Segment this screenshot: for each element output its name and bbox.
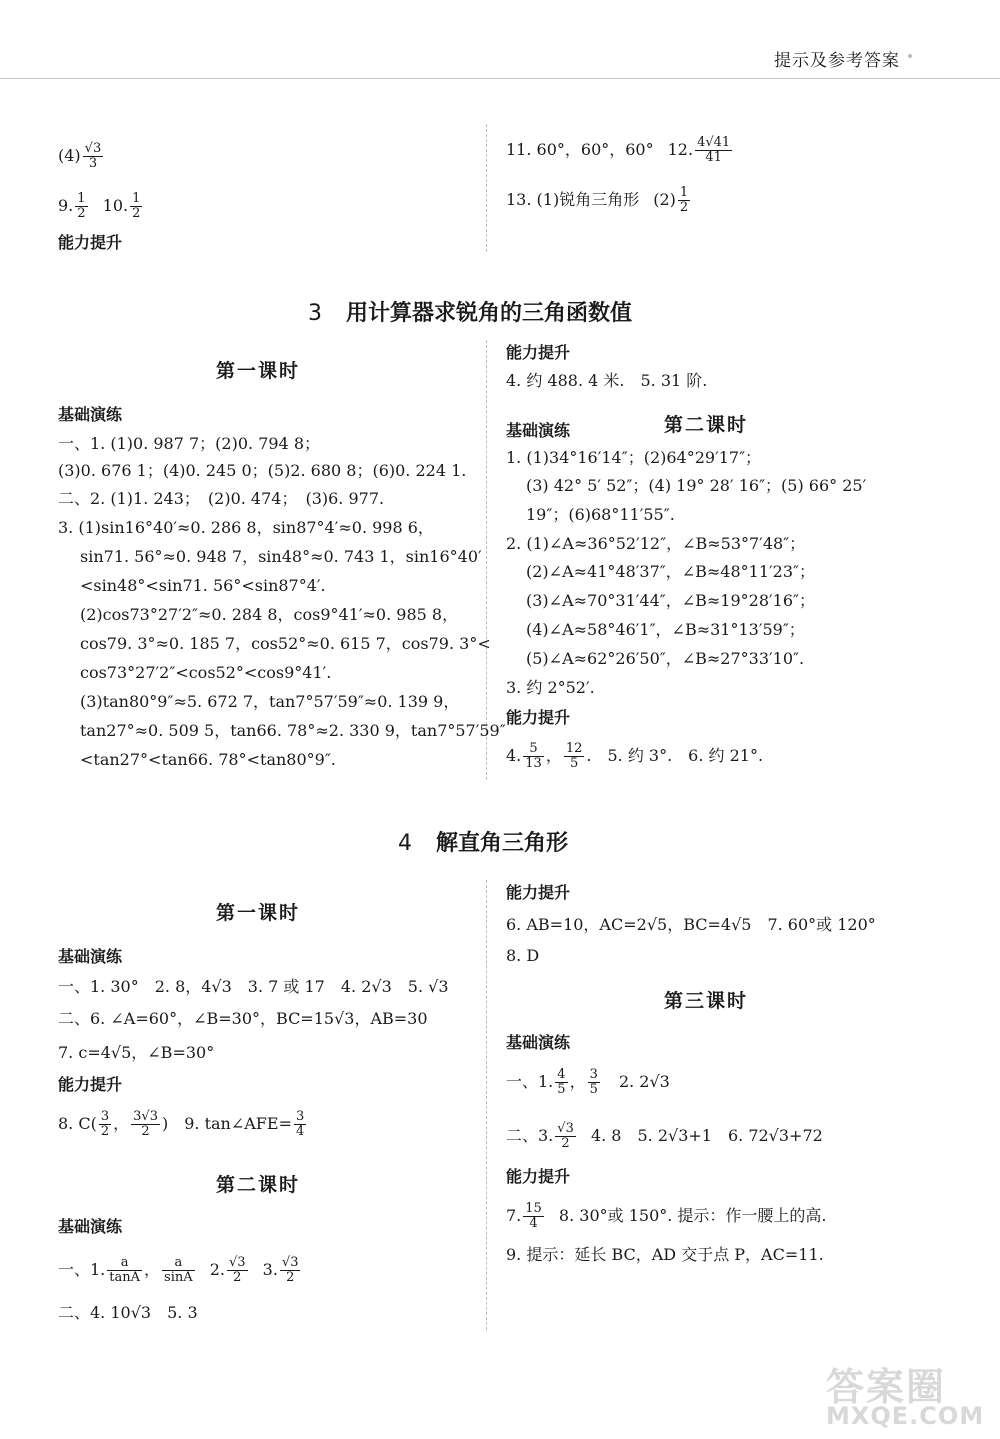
s4-answers-8-9: 8. C( $\frac{3}{2}$ ， $\frac{3√3}{2}$ ) 9. tan∠AFE= $\frac{3}{4}$ [58,1109,305,1139]
s3r-line: (5)∠A≈62°26′50″，∠B≈27°33′10″. [526,649,805,668]
watermark-top-text: 答案圈 [826,1365,947,1409]
ability-heading: 能力提升 [58,1075,123,1094]
ability-heading: 能力提升 [506,708,571,727]
ability-heading: 能力提升 [506,1167,571,1186]
s3r-line: 2. (1)∠A≈36°52′12″，∠B≈53°7′48″； [506,534,806,553]
s3-line: tan27°≈0. 509 5，tan66. 78°≈2. 330 9，tan7°57′59″ [80,721,506,740]
s3r-ability-answers: 4. $\frac{5}{13}$ ， $\frac{12}{5}$ . 5. 约 3°. 6. 约 21°. [506,741,764,771]
answer-13: 13. (1)锐角三角形 (2) $\frac{1}{2}$ [506,185,689,215]
column-divider-section4 [486,880,487,1330]
s3r-line: (3) 42° 5′ 52″；(4) 19° 28′ 16″；(5) 66° 25′ [526,476,867,495]
s3-ability-line: 4. 约 488. 4 米. 5. 31 阶. [506,371,708,390]
s4r-line: 6. AB=10，AC=2√5，BC=4√5 7. 60°或 120° [506,915,876,934]
s3-line: 一、1. (1)0. 987 7；(2)0. 794 8； [58,434,320,453]
s4-line: 7. c=4√5，∠B=30° [58,1043,215,1062]
watermark-logo [820,1356,990,1432]
s4-line: 二、6. ∠A=60°，∠B=30°，BC=15√3，AB=30 [58,1009,428,1028]
s3-line: (3)0. 676 1；(4)0. 245 0；(5)2. 680 8；(6)0. 224 1. [58,461,467,480]
s4r-line: 9. 提示：延长 BC，AD 交于点 P，AC=11. [506,1245,824,1264]
basic-heading: 基础演练 [58,947,123,966]
s3-line: 二、2. (1)1. 243； (2)0. 474； (3)6. 977. [58,489,385,508]
section-3-title: 3 用计算器求锐角的三角函数值 [308,301,633,326]
s3r-line: (2)∠A≈41°48′37″，∠B≈48°11′23″； [526,562,815,581]
ability-heading: 能力提升 [506,343,571,362]
ability-heading-top: 能力提升 [58,233,123,252]
s3r-line: 1. (1)34°16′14″；(2)64°29′17″； [506,448,762,467]
ability-heading: 能力提升 [506,883,571,902]
s3-line: <sin48°<sin71. 56°<sin87°4′. [80,576,326,595]
s4r-line: 8. D [506,946,540,965]
column-divider-top [486,124,487,252]
answers-11-12: 11. 60°，60°，60° 12. $\frac{4√41}{41}$ [506,135,731,165]
lesson-2-title: 第二课时 [664,414,749,436]
s4r-answers-7-8: 7. $\frac{15}{4}$ 8. 30°或 150°. 提示：作一腰上的高. [506,1201,827,1231]
basic-heading: 基础演练 [506,421,571,440]
s3-line: sin71. 56°≈0. 948 7，sin48°≈0. 743 1，sin16°40′ [80,547,482,566]
s4-answers-1-3: 一、1. $\frac{a}{\tan A}$ ， $\frac{a}{\sin A}$ 2. $\frac{√3}{2}$ 3. $\frac{√3}{2}$ [58,1255,299,1285]
s3-line: (2)cos73°27′2″≈0. 284 8，cos9°41′≈0. 985 8， [80,605,459,624]
watermark-url: MXQE.COM [826,1402,985,1430]
s4r-answers-3-6: 二、3. $\frac{√3}{2}$ 4. 8 5. 2√3+1 6. 72√3+72 [506,1121,823,1151]
basic-heading: 基础演练 [506,1033,571,1052]
lesson-3-title: 第三课时 [664,990,749,1012]
s3-line: cos73°27′2″<cos52°<cos9°41′. [80,663,332,682]
header-rule [0,78,1000,79]
s3-line: cos79. 3°≈0. 185 7，cos52°≈0. 615 7，cos79. 3°< [80,634,491,653]
answer-4-sqrt3: (4) $\frac{√3}{3}$ [58,141,102,171]
column-divider-section3 [486,340,487,780]
s3r-line: 19″；(6)68°11′55″. [526,505,675,524]
s3r-line: (3)∠A≈70°31′44″，∠B≈19°28′16″； [526,591,815,610]
basic-heading: 基础演练 [58,405,123,424]
page-header-title: 提示及参考答案 [774,51,900,71]
header-dot [908,54,912,58]
s3-line: 3. (1)sin16°40′≈0. 286 8，sin87°4′≈0. 998 6， [58,518,434,537]
lesson-2-title: 第二课时 [216,1174,301,1196]
lesson-1-title: 第一课时 [216,360,301,382]
s4r-answers-1-2: 一、1. $\frac{4}{5}$ ， $\frac{3}{5}$ 2. 2√3 [506,1067,670,1097]
s3-line: <tan27°<tan66. 78°<tan80°9″. [80,750,336,769]
section-4-title: 4 解直角三角形 [398,831,569,856]
s3r-line: 3. 约 2°52′. [506,678,595,697]
lesson-1-title: 第一课时 [216,902,301,924]
s4-line: 一、1. 30° 2. 8，4√3 3. 7 或 17 4. 2√3 5. √3 [58,977,449,996]
s3r-line: (4)∠A≈58°46′1″，∠B≈31°13′59″； [526,620,805,639]
basic-heading: 基础演练 [58,1217,123,1236]
s3-line: (3)tan80°9″≈5. 672 7，tan7°57′59″≈0. 139 9， [80,692,460,711]
s4-line: 二、4. 10√3 5. 3 [58,1303,198,1322]
answers-9-10: 9. $\frac{1}{2}$ 10. $\frac{1}{2}$ [58,191,141,221]
